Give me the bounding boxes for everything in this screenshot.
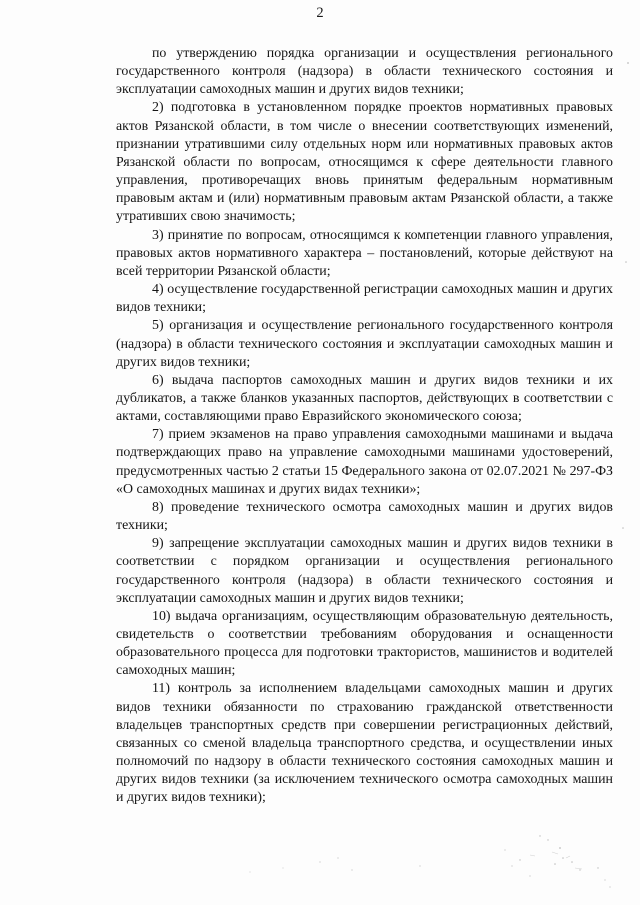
page-number: 2 <box>316 5 324 21</box>
list-item-2: 2) подготовка в установленном порядке проектов нормативных правовых актов Рязанской области, в том числе о внесении соответствующих изменений, признании утратившими силу отдельных норм или нормативных правовых актов Рязанской области по вопросам, относящимся к сфере деятельности главного управления, противоречащих вновь принятым федеральным нормативным правовым актам и (или) нормативным правовым актам Рязанской области, а также утративших свою значимость; <box>116 100 613 225</box>
list-item-4: 4) осуществление государственной регистрации самоходных машин и других видов техники; <box>116 282 613 316</box>
list-item-10: 10) выдача организациям, осуществляющим образовательную деятельность, свидетельств о соответствии требованиям оборудования и оснащенности образовательного процесса для подготовки трактористов, машинистов и водителей самоходных машин; <box>116 608 613 679</box>
document-body <box>116 45 613 808</box>
list-item-9: 9) запрещение эксплуатации самоходных машин и других видов техники в соответствии с порядком организации и осуществления регионального государственного контроля (надзора) в области технического состояния и эксплуатации самоходных машин и других видов техники; <box>116 536 613 606</box>
list-item-6: 6) выдача паспортов самоходных машин и других видов техники и их дубликатов, а также бланков указанных паспортов, действующих в соответствии с актами, составляющими право Евразийского экономического союза; <box>116 372 613 425</box>
list-item-7: 7) прием экзаменов на право управления самоходными машинами и выдача подтверждающих право на управление самоходными машинами удостоверений, предусмотренных частью 2 статьи 15 Федерального закона от 02.07.2021 № 297-ФЗ «О самоходных машинах и других видах техники»; <box>116 427 613 497</box>
paragraph-continuation: по утверждению порядка организации и осуществления регионального государственного контроля (надзора) в области технического состояния и эксплуатации самоходных машин и других видов техники; <box>116 46 613 98</box>
list-item-5: 5) организация и осуществление регионального государственного контроля (надзора) в области технического состояния и эксплуатации самоходных машин и других видов техники; <box>116 318 613 370</box>
list-item-8: 8) проведение технического осмотра самоходных машин и других видов техники; <box>116 499 613 534</box>
list-item-3: 3) принятие по вопросам, относящимся к компетенции главного управления, правовых актов нормативного характера – постановлений, которые действуют на всей территории Рязанской области; <box>116 227 613 279</box>
list-item-11: 11) контроль за исполнением владельцами самоходных машин и других видов техники обязанности по страхованию гражданской ответственности владельцев транспортных средств при совершении регистрационных действий, связанных со сменой владельца транспортного средства, и осуществлении иных полномочий по надзору в области технического состояния самоходных машин и других видов техники (за исключением технического осмотра самоходных машин и других видов техники); <box>116 681 613 806</box>
